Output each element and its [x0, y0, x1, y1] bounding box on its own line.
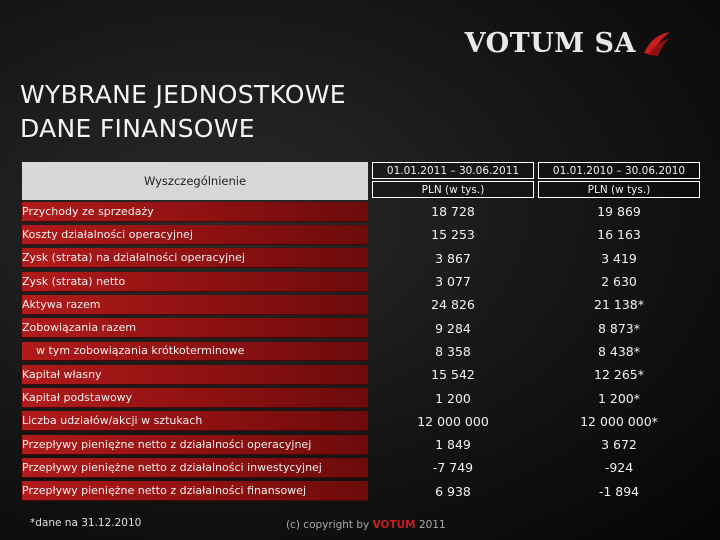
- header-label: Wyszczególnienie: [22, 162, 368, 200]
- row-value-2011: 1 849: [435, 437, 471, 453]
- row-value-2011: 3 867: [435, 250, 471, 266]
- table-row: [22, 247, 700, 270]
- row-label: Liczba udziałów/akcji w sztukach: [22, 411, 368, 431]
- copyright: [286, 519, 446, 531]
- row-label: Przychody ze sprzedaży: [22, 202, 368, 222]
- row-label: Zobowiązania razem: [22, 318, 368, 338]
- row-value-2010: 12 000 000*: [580, 413, 658, 429]
- row-label: Aktywa razem: [22, 295, 368, 315]
- row-value-2011: 15 253: [431, 227, 475, 243]
- title-line-1: WYBRANE JEDNOSTKOWE: [20, 80, 346, 109]
- table-row: [22, 316, 700, 339]
- row-label: Przepływy pieniężne netto z działalności finansowej: [22, 481, 368, 501]
- company-logo: [465, 28, 672, 59]
- row-value-2011: 6 938: [435, 483, 471, 499]
- table-row: [22, 293, 700, 316]
- row-value-2010: 8 873*: [597, 320, 641, 336]
- row-value-2010: 21 138*: [594, 297, 644, 313]
- financial-table: [22, 162, 700, 503]
- table-row: [22, 363, 700, 386]
- row-label: Kapitał podstawowy: [22, 388, 368, 408]
- row-value-2011: 12 000 000: [417, 413, 489, 429]
- header-period-2010: 01.01.2010 – 30.06.2010: [538, 162, 700, 179]
- footnote: *dane na 31.12.2010: [30, 517, 142, 529]
- table-row: [22, 270, 700, 293]
- row-value-2011: -7 749: [432, 460, 474, 476]
- row-value-2011: 3 077: [435, 274, 471, 290]
- row-label: Zysk (strata) na działalności operacyjnej: [22, 248, 368, 268]
- page-title: [20, 78, 346, 146]
- row-value-2011: 9 284: [435, 320, 471, 336]
- header-column-2010: [538, 162, 700, 200]
- row-value-2011: 18 728: [431, 204, 475, 220]
- table-row: [22, 456, 700, 479]
- copyright-brand: VOTUM: [372, 519, 416, 531]
- table-row: [22, 200, 700, 223]
- copyright-year: 2011: [415, 519, 446, 531]
- table-row: [22, 223, 700, 246]
- table-body: [22, 200, 700, 503]
- row-label: Kapitał własny: [22, 365, 368, 385]
- table-row: [22, 386, 700, 409]
- table-row: [22, 340, 700, 363]
- header-period-2011: 01.01.2011 – 30.06.2011: [372, 162, 534, 179]
- row-value-2010: 3 672: [601, 437, 637, 453]
- header-unit-2011: PLN (w tys.): [372, 181, 534, 198]
- swoosh-icon: [642, 29, 672, 59]
- header-unit-2010: PLN (w tys.): [538, 181, 700, 198]
- row-label: w tym zobowiązania krótkoterminowe: [22, 342, 368, 361]
- row-label: Przepływy pieniężne netto z działalności operacyjnej: [22, 435, 368, 455]
- row-value-2010: 3 419: [601, 250, 637, 266]
- row-value-2010: 12 265*: [594, 367, 644, 383]
- row-value-2010: 1 200*: [597, 390, 641, 406]
- row-value-2010: -924: [604, 460, 634, 476]
- logo-text: VOTUM SA: [464, 28, 636, 59]
- row-value-2010: -1 894: [598, 483, 640, 499]
- row-value-2011: 8 358: [435, 343, 471, 359]
- header-column-2011: [372, 162, 534, 200]
- table-row: [22, 410, 700, 433]
- copyright-prefix: (c) copyright by: [286, 519, 373, 531]
- row-value-2011: 15 542: [431, 367, 475, 383]
- row-value-2010: 2 630: [601, 274, 637, 290]
- table-row: [22, 480, 700, 503]
- table-row: [22, 433, 700, 456]
- row-label: Zysk (strata) netto: [22, 272, 368, 292]
- title-line-2: DANE FINANSOWE: [20, 114, 255, 143]
- row-value-2010: 16 163: [597, 227, 641, 243]
- row-value-2010: 8 438*: [597, 343, 641, 359]
- row-value-2011: 1 200: [435, 390, 471, 406]
- table-header: [22, 162, 700, 200]
- row-value-2010: 19 869: [597, 204, 641, 220]
- row-value-2011: 24 826: [431, 297, 475, 313]
- row-label: Przepływy pieniężne netto z działalności inwestycyjnej: [22, 458, 368, 478]
- row-label: Koszty działalności operacyjnej: [22, 225, 368, 245]
